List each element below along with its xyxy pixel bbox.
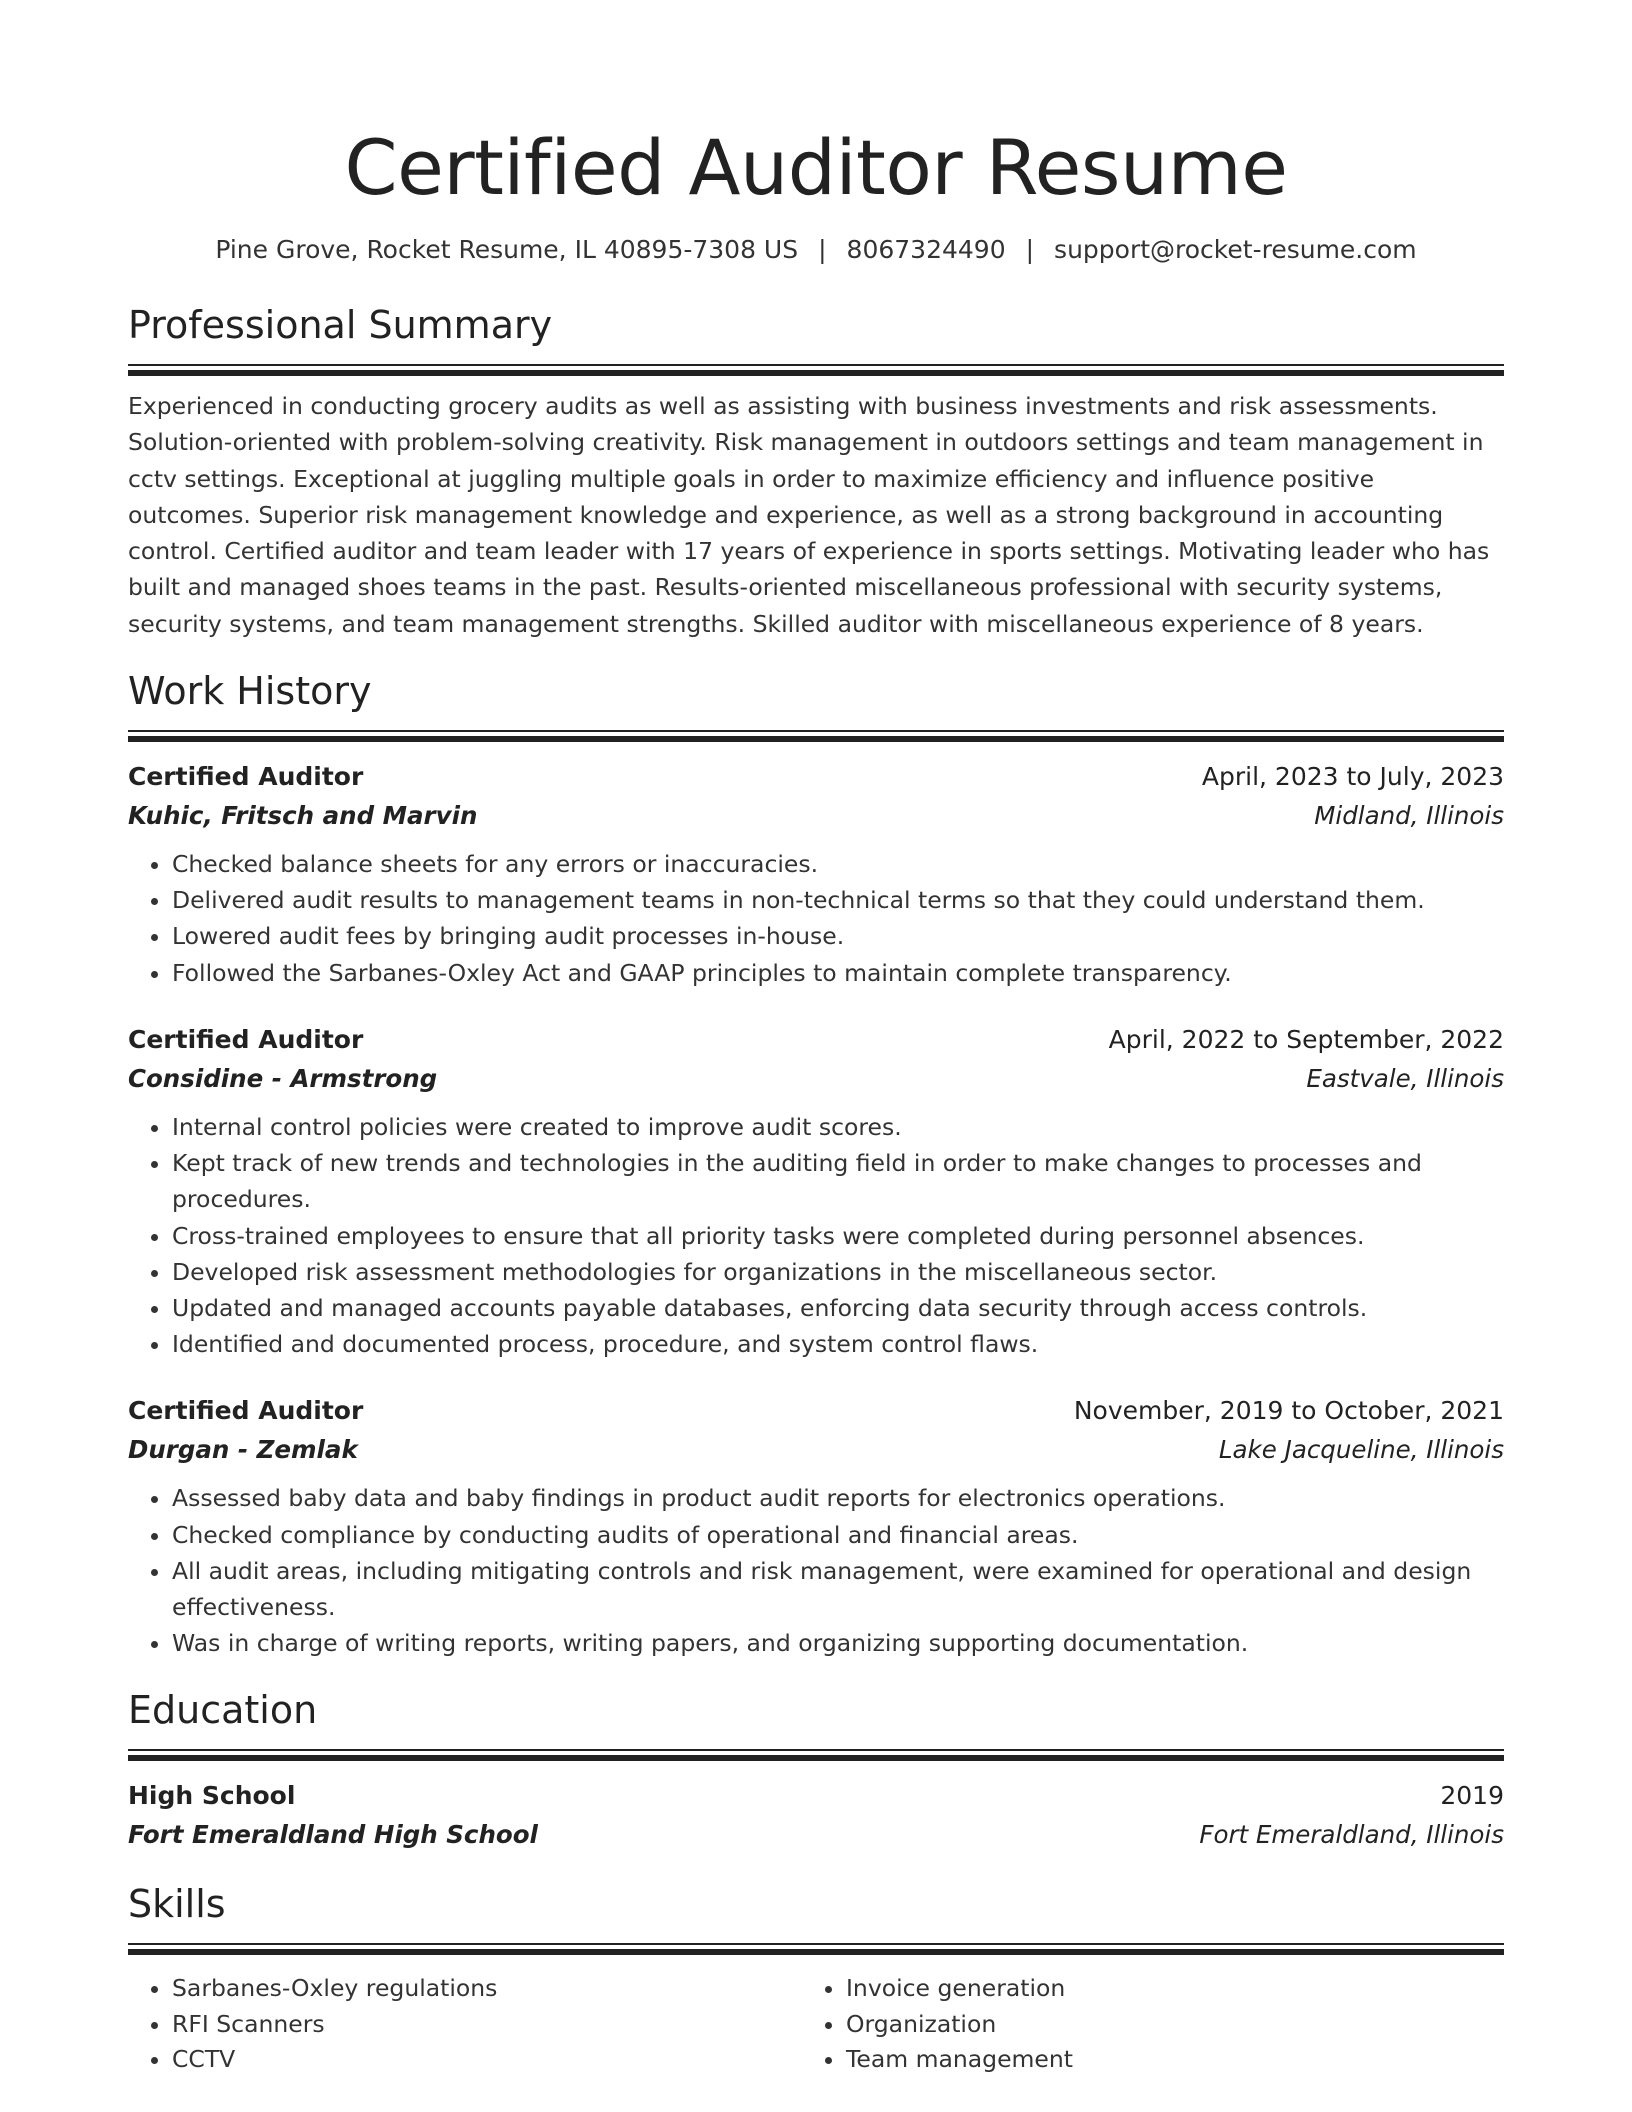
list-item: • All audit areas, including mitigating controls and risk management, were examined for operational and design effectiveness. — [172, 1553, 1504, 1625]
job-location: Lake Jacqueline, Illinois — [1218, 1435, 1504, 1465]
list-item: • Was in charge of writing reports, writing papers, and organizing supporting documentation. — [172, 1625, 1504, 1661]
list-item: • Updated and managed accounts payable databases, enforcing data security through access controls. — [172, 1290, 1504, 1326]
contact-line — [128, 230, 1504, 270]
list-item: • Lowered audit fees by bringing audit processes in-house. — [172, 918, 1504, 954]
list-item: • Delivered audit results to management teams in non-technical terms so that they could understand them. — [172, 882, 1504, 918]
list-item: • Checked compliance by conducting audits of operational and financial areas. — [172, 1517, 1504, 1553]
resume-title: Certified Auditor Resume — [344, 123, 1288, 212]
summary-section — [128, 300, 1504, 642]
resume-page — [128, 0, 1504, 2078]
contact-email[interactable]: support@rocket-resume.com — [1054, 235, 1417, 264]
education-school: Fort Emeraldland High School — [128, 1820, 538, 1850]
list-item: • Invoice generation — [846, 1971, 1476, 2007]
education-entry — [128, 1777, 1504, 1855]
job-location: Eastvale, Illinois — [1306, 1063, 1504, 1093]
list-item: • Organization — [846, 2007, 1476, 2043]
list-item: • CCTV — [172, 2042, 802, 2078]
job-location: Midland, Illinois — [1314, 801, 1504, 831]
list-item: • Assessed baby data and baby findings in product audit reports for electronics operations. — [172, 1480, 1504, 1516]
summary-text: Experienced in conducting grocery audits as well as assisting with business investments and risk assessments. Solution-oriented with problem-solving creativity. Risk management in outdoors settings and team management in cctv settings. Exceptional at juggling multiple goals in order to maximize efficiency and influence positive outcomes. Superior risk management knowledge and experience, as well as a strong background in accounting control. Certified auditor and team leader with 17 years of experience in sports settings. Motivating leader who has built and managed shoes teams in the past. Results-oriented miscellaneous professional with security systems, security systems, and team management strengths. Skilled auditor with miscellaneous experience of 8 years. — [128, 392, 1490, 638]
skills-list-left — [128, 1971, 802, 2078]
contact-separator: | — [818, 235, 827, 264]
job-duties-list — [128, 1109, 1504, 1362]
skills-list-right — [802, 1971, 1476, 2078]
list-item: • RFI Scanners — [172, 2007, 802, 2043]
section-heading-education: Education — [128, 1688, 318, 1733]
list-item: • Sarbanes-Oxley regulations — [172, 1971, 802, 2007]
list-item: • Kept track of new trends and technologies in the auditing field in order to make changes to processes and procedures. — [172, 1145, 1504, 1217]
job-company: Considine - Armstrong — [128, 1063, 438, 1093]
job-entry — [128, 1392, 1504, 1661]
job-title: Certified Auditor — [128, 1396, 364, 1426]
list-item: • Team management — [846, 2042, 1476, 2078]
job-title: Certified Auditor — [128, 762, 364, 792]
contact-phone: 8067324490 — [846, 235, 1006, 264]
section-divider — [128, 730, 1504, 742]
job-entry — [128, 758, 1504, 991]
job-company: Durgan - Zemlak — [128, 1435, 358, 1465]
list-item: • Followed the Sarbanes-Oxley Act and GAAP principles to maintain complete transparency. — [172, 955, 1504, 991]
section-divider — [128, 1943, 1504, 1955]
job-duties-list — [128, 846, 1504, 991]
list-item: • Checked balance sheets for any errors or inaccuracies. — [172, 846, 1504, 882]
job-title: Certified Auditor — [128, 1024, 364, 1054]
list-item: • Developed risk assessment methodologies for organizations in the miscellaneous sector. — [172, 1254, 1504, 1290]
skills-section — [128, 1879, 1504, 2078]
section-heading-skills: Skills — [128, 1882, 226, 1927]
job-dates: November, 2019 to October, 2021 — [1073, 1396, 1504, 1426]
job-entry — [128, 1021, 1504, 1362]
list-item: • Identified and documented process, procedure, and system control flaws. — [172, 1326, 1504, 1362]
section-heading-work-history: Work History — [128, 669, 372, 714]
contact-separator: | — [1025, 235, 1035, 264]
education-location: Fort Emeraldland, Illinois — [1199, 1820, 1504, 1850]
job-duties-list — [128, 1480, 1504, 1661]
education-degree: High School — [128, 1781, 296, 1811]
section-divider — [128, 364, 1504, 376]
list-item: • Cross-trained employees to ensure that all priority tasks were completed during personnel absences. — [172, 1218, 1504, 1254]
job-company: Kuhic, Fritsch and Marvin — [128, 801, 478, 831]
job-dates: April, 2023 to July, 2023 — [1201, 762, 1504, 792]
section-heading-summary: Professional Summary — [128, 303, 553, 347]
section-divider — [128, 1749, 1504, 1761]
education-year: 2019 — [1440, 1781, 1504, 1811]
education-section — [128, 1685, 1504, 1855]
work-history-section — [128, 666, 1504, 1661]
skills-grid — [128, 1971, 1504, 2078]
job-dates: April, 2022 to September, 2022 — [1108, 1024, 1504, 1054]
list-item: • Internal control policies were created to improve audit scores. — [172, 1109, 1504, 1145]
contact-address: Pine Grove, Rocket Resume, IL 40895-7308 US — [215, 235, 799, 264]
